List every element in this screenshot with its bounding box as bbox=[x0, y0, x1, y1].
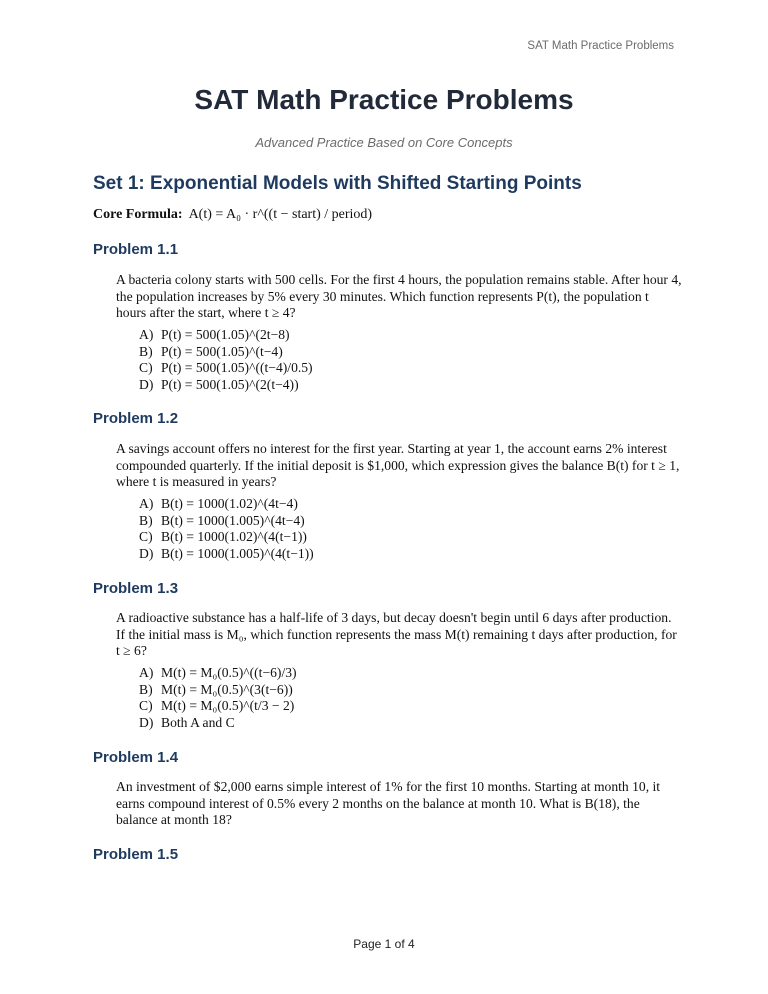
choice-letter: A) bbox=[139, 665, 154, 680]
document-title: SAT Math Practice Problems bbox=[194, 84, 574, 115]
problem-text: A radioactive substance has a half-life of 3 days, but decay doesn't begin until 6 days after production. If the initial mass is M₀, which function represents the mass M(t) remaining t days after production, for t ≥ 6? bbox=[116, 610, 677, 658]
choice-text: B(t) = 1000(1.005)^(4(t−1)) bbox=[161, 545, 314, 561]
choice-text: B(t) = 1000(1.02)^(4t−4) bbox=[161, 496, 298, 511]
core-formula-label: Core Formula: bbox=[93, 207, 183, 222]
problem-text: An investment of $2,000 earns simple interest of 1% for the first 10 months. Starting at month 10, it earns compound interest of 0.5% every 2 months on the balance at month 10. What is B(18), the balance at month 18? bbox=[116, 779, 661, 827]
problem-heading: Problem 1.2 bbox=[93, 410, 179, 427]
problem-text: A bacteria colony starts with 500 cells. For the first 4 hours, the population remains stable. After hour 4, the population increases by 5% every 30 minutes. Which function represents P(t), the population t hours after the start, where t ≥ 4? bbox=[116, 272, 682, 320]
core-formula bbox=[93, 207, 372, 223]
choice-text: M(t) = M₀(0.5)^(t/3 − 2) bbox=[161, 698, 295, 714]
answer-choice bbox=[139, 682, 297, 699]
choice-text: P(t) = 500(1.05)^(2t−8) bbox=[161, 327, 290, 342]
problem-heading: Problem 1.1 bbox=[93, 241, 179, 258]
answer-choice bbox=[139, 546, 314, 563]
choice-text: M(t) = M₀(0.5)^((t−6)/3) bbox=[161, 665, 297, 680]
choice-letter: B) bbox=[139, 681, 153, 697]
set-heading: Set 1: Exponential Models with Shifted Starting Points bbox=[93, 173, 582, 194]
answer-choice bbox=[139, 496, 314, 513]
choice-text: Both A and C bbox=[161, 714, 235, 730]
choice-text: B(t) = 1000(1.02)^(4(t−1)) bbox=[161, 529, 307, 545]
answer-choice bbox=[139, 698, 297, 715]
choice-text: P(t) = 500(1.05)^(t−4) bbox=[161, 343, 283, 359]
problem-heading: Problem 1.4 bbox=[93, 749, 179, 766]
answer-choice bbox=[139, 715, 297, 732]
choice-letter: B) bbox=[139, 512, 153, 528]
answer-choices bbox=[139, 327, 313, 393]
choice-letter: A) bbox=[139, 327, 154, 342]
problem-text: A savings account offers no interest for the first year. Starting at year 1, the account earns 2% interest compounded quarterly. If the initial deposit is $1,000, which expression gives the balance B(t) for t ≥ 1, where t is measured in years? bbox=[116, 441, 680, 489]
choice-text: P(t) = 500(1.05)^((t−4)/0.5) bbox=[161, 360, 313, 376]
answer-choice bbox=[139, 360, 313, 377]
core-formula-expression: A(t) = A₀ · r^((t − start) / period) bbox=[188, 207, 373, 222]
problem-heading: Problem 1.3 bbox=[93, 580, 179, 597]
choice-text: P(t) = 500(1.05)^(2(t−4)) bbox=[161, 376, 299, 392]
choice-text: M(t) = M₀(0.5)^(3(t−6)) bbox=[161, 681, 293, 697]
problem-heading: Problem 1.5 bbox=[93, 846, 179, 863]
running-header: SAT Math Practice Problems bbox=[527, 40, 674, 52]
answer-choice bbox=[139, 665, 297, 682]
choice-letter: C) bbox=[139, 698, 153, 714]
answer-choice bbox=[139, 344, 313, 361]
answer-choice bbox=[139, 529, 314, 546]
choice-letter: D) bbox=[139, 376, 154, 392]
answer-choices bbox=[139, 665, 297, 731]
document-subtitle: Advanced Practice Based on Core Concepts bbox=[255, 135, 513, 150]
answer-choices bbox=[139, 496, 314, 562]
choice-letter: A) bbox=[139, 496, 154, 511]
answer-choice bbox=[139, 327, 313, 344]
answer-choice bbox=[139, 513, 314, 530]
choice-letter: D) bbox=[139, 714, 154, 730]
answer-choice bbox=[139, 377, 313, 394]
choice-letter: B) bbox=[139, 343, 153, 359]
choice-letter: D) bbox=[139, 545, 154, 561]
choice-text: B(t) = 1000(1.005)^(4t−4) bbox=[161, 512, 305, 528]
choice-letter: C) bbox=[139, 529, 153, 545]
page-number: Page 1 of 4 bbox=[353, 937, 415, 951]
choice-letter: C) bbox=[139, 360, 153, 376]
